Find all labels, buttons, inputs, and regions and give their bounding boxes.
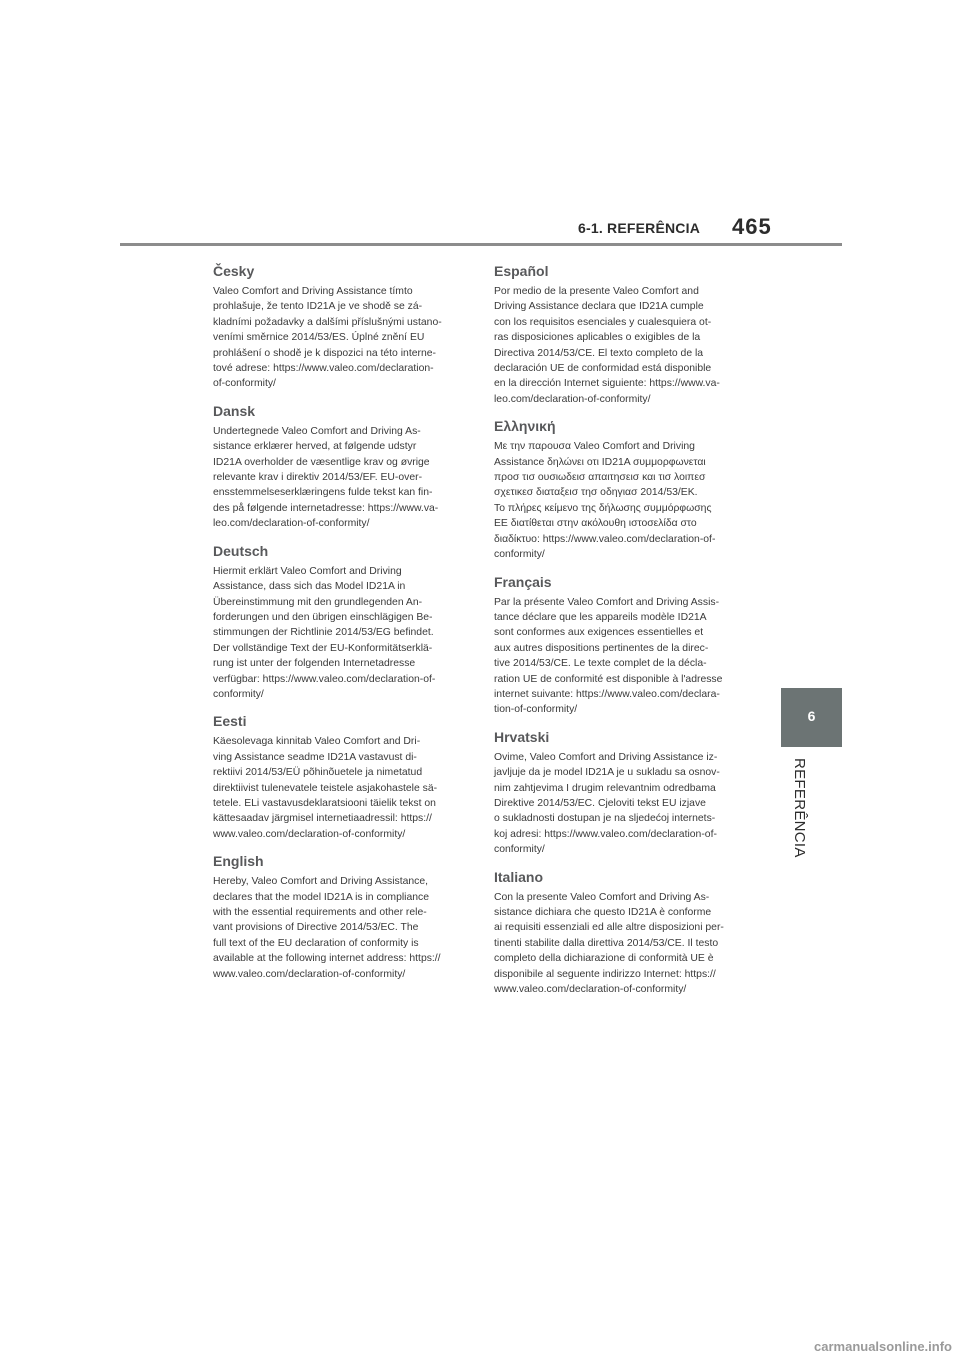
lang-body: Undertegnede Valeo Comfort and Driving As- sistance erklærer herved, at følgende udstyr ID21A overholder de væsentlige krav og øvrige relevante krav i direktiv 2014/53/EF. EU-over- ensstemmelseserklæringens fulde tekst kan fin- des på følgende internetadresse: https://www.va- leo.com/declaration-of-conformity/	[213, 425, 439, 530]
right-column	[494, 262, 746, 1007]
lang-body: Con la presente Valeo Comfort and Driving As- sistance dichiara che questo ID21A è conforme ai requisiti essenziali ed alle altre disposizioni per- tinenti stabilite dalla direttiva 2014/53/CE. Il testo completo della dichiarazione di conformità UE è disponibile al seguente indirizzo Internet: https:// www.valeo.com/declaration-of-conformity/	[494, 891, 724, 996]
lang-body: Mε την παρουσα Valeo Comfort and Driving Assistance δηλώνει οτι ID21A συμμορφωνεται προσ τισ ουσιωδεισ απαιτησεισ και τισ λοιπεσ σχετικεσ διαταξεισ τησ οδηγιασ 2014/53/ΕΚ. Το πλήρες κείμενο της δήλωσης συμμόρφωσης ΕΕ διατίθεται στην ακόλουθη ιστοσελίδα στο διαδίκτυο: https://www.valeo.com/declaration-of- conformity/	[494, 441, 716, 561]
lang-body: Hiermit erklärt Valeo Comfort and Driving Assistance, dass sich das Model ID21A in Übereinstimmung mit den grundlegenden An- forderungen und den übrigen einschlägigen Be- stimmungen der Richtlinie 2014/53/EG befindet. Der vollständige Text der EU-Konformitätserklä- rung ist unter der folgenden Internetadresse verfügbar: https://www.valeo.com/declaration-of- conformity/	[213, 565, 436, 700]
chapter-tab	[781, 688, 842, 747]
lang-section-dansk	[213, 402, 465, 532]
lang-body: Hereby, Valeo Comfort and Driving Assistance, declares that the model ID21A is in compliance with the essential requirements and other rele- vant provisions of Directive 2014/53/EC. The full text of the EU declaration of conformity is available at the following internet address: https:// www.valeo.com/declaration-of-conformity/	[213, 876, 441, 980]
lang-body: Valeo Comfort and Driving Assistance tímto prohlašuje, že tento ID21A je ve shodě se zá- kladními požadavky a dalšími příslušnými ustano- veními směrnice 2014/53/ES. Úplné znění EU prohlášení o shodě je k dispozici na této interne- tové adrese: https://www.valeo.com/declaration- of-conformity/	[213, 286, 442, 390]
footer-watermark: carmanualsonline.info	[814, 1339, 952, 1354]
lang-section-hrvatski	[494, 728, 746, 858]
lang-body: Käesolevaga kinnitab Valeo Comfort and Dri- ving Assistance seadme ID21A vastavust di- rektiivi 2014/53/EÜ põhinõuetele ja nimetatud direktiivist tulenevatele teistele asjakohastele sä- tetele. ELi vastavusdeklaratsiooni täielik tekst on kättesaadav järgmisel internetiaadressil: https:// www.valeo.com/declaration-of-conformity/	[213, 736, 438, 840]
lang-title: Eesti	[213, 713, 247, 730]
chapter-tab-number: 6	[807, 708, 816, 724]
lang-title: Deutsch	[213, 542, 269, 559]
lang-title: Hrvatski	[494, 728, 550, 745]
lang-section-francais	[494, 573, 746, 718]
page-number: 465	[732, 214, 772, 239]
lang-title: Dansk	[213, 402, 256, 419]
left-column	[213, 262, 465, 992]
lang-section-deutsch	[213, 542, 465, 703]
chapter-vertical-label: REFERÊNCIA	[791, 758, 808, 858]
lang-section-eesti	[213, 712, 465, 842]
lang-title: Español	[494, 263, 549, 279]
lang-body: Par la présente Valeo Comfort and Driving Assis- tance déclare que les appareils modèle ID21A sont conformes aux exigences essentielles et aux autres dispositions pertinentes de la direc- tive 2014/53/CE. Le texte complet de la décla- ration UE de conformité est disponible à l'adresse internet suivante: https://www.valeo.com/declara- tion-of-conformity/	[494, 596, 723, 716]
page-header	[120, 212, 842, 248]
lang-section-cesky	[213, 262, 465, 392]
lang-section-ellinika	[494, 417, 746, 562]
header-rule	[120, 243, 842, 246]
lang-body: Ovime, Valeo Comfort and Driving Assistance iz- javljuje da je model ID21A je u sukladu sa osnov- nim zahtjevima I drugim relevantnim odredbama Direktive 2014/53/EC. Cjeloviti tekst EU izjave o sukladnosti dostupan je na sljedećoj internets- koj adresi: https://www.valeo.com/declaration-of- conformity/	[494, 751, 720, 856]
lang-title: Français	[494, 573, 552, 590]
lang-title: English	[213, 853, 264, 870]
lang-title: Česky	[213, 263, 255, 279]
lang-title: Ελληνική	[494, 418, 556, 435]
lang-section-english	[213, 852, 465, 982]
lang-title: Italiano	[494, 868, 544, 885]
section-label: 6-1. REFERÊNCIA	[578, 220, 701, 236]
lang-body: Por medio de la presente Valeo Comfort and Driving Assistance declara que ID21A cumple con los requisitos esenciales y cualesquiera ot- ras disposiciones aplicables o exigibles de la Directiva 2014/53/CE. El texto completo de la declaración UE de conformidad está disponible en la dirección Internet siguiente: https://www.va- leo.com/declaration-of-conformity/	[494, 286, 720, 405]
lang-section-italiano	[494, 868, 746, 998]
lang-section-espanol	[494, 262, 746, 407]
